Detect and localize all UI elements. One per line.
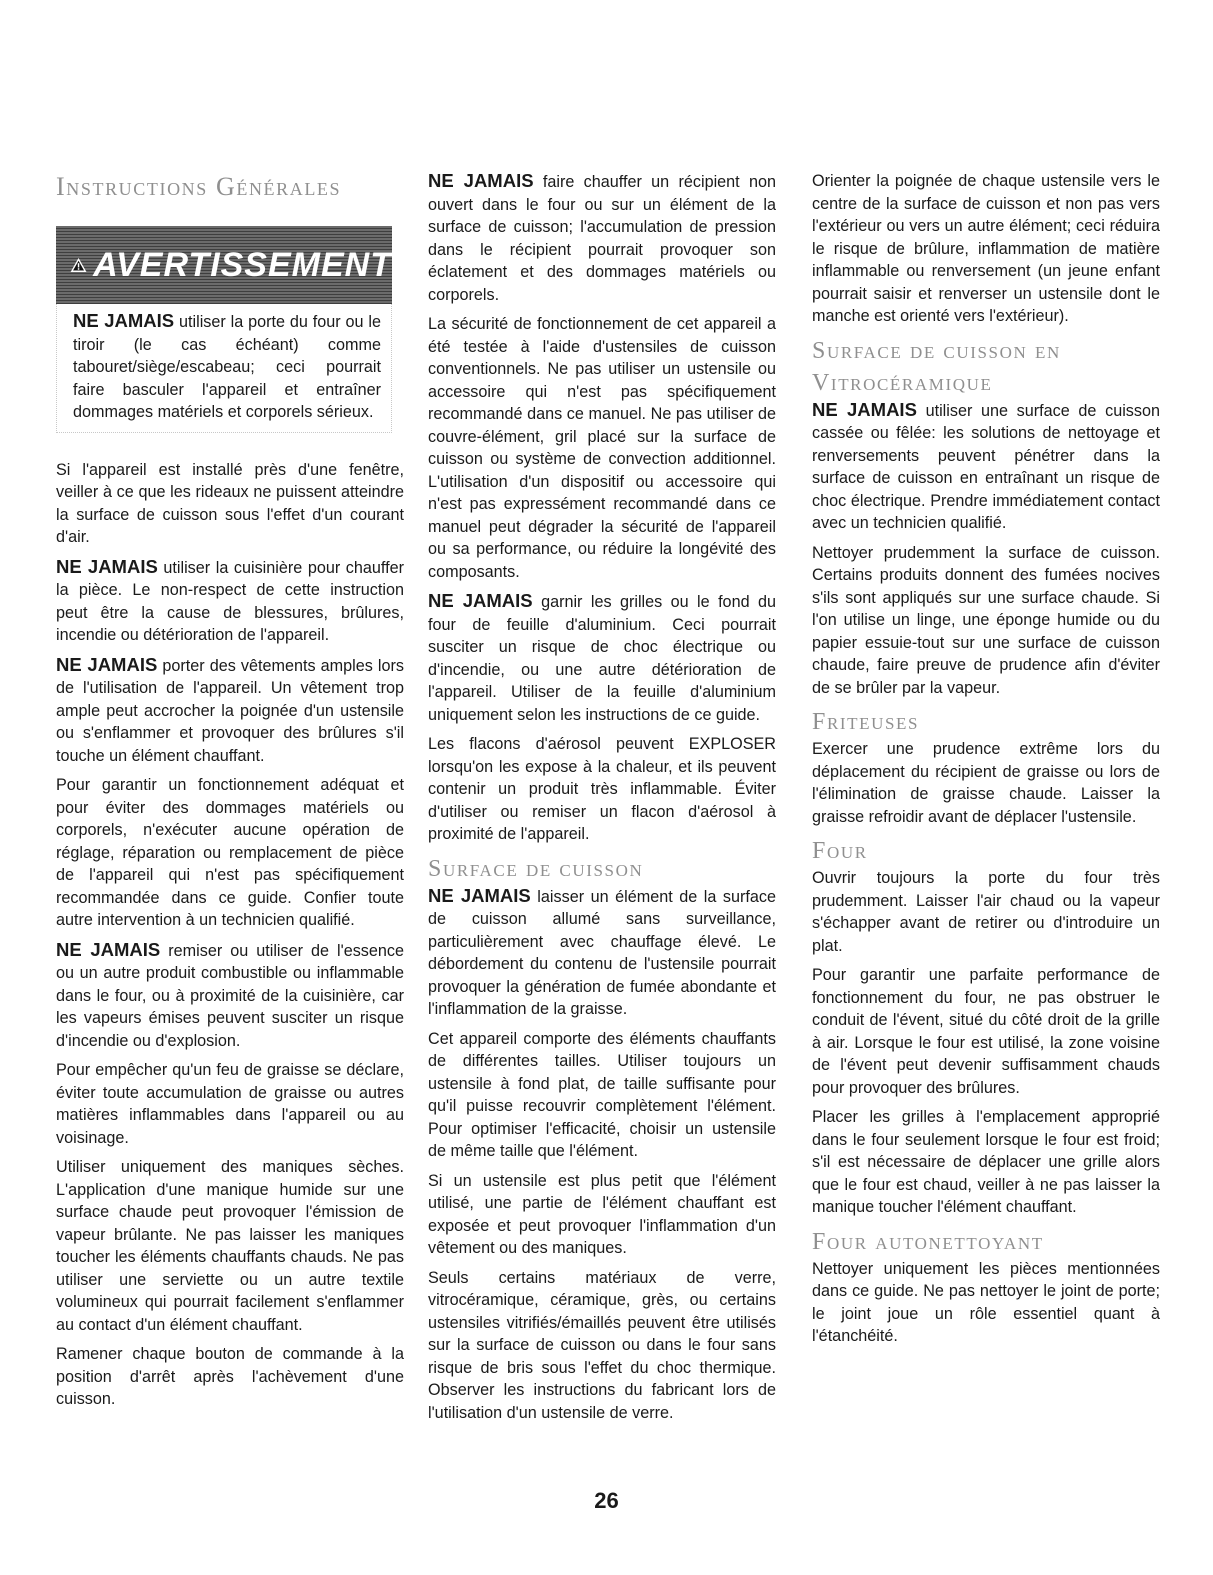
warning-title: AVERTISSEMENT bbox=[93, 245, 392, 284]
paragraph-text: Si un ustensile est plus petit que l'élément utilisé, une partie de l'élément chauffant est exposée et peut provoquer l'inflammation d'un vêtement ou des maniques. bbox=[428, 1171, 776, 1257]
paragraph bbox=[812, 1106, 1160, 1219]
warning-text bbox=[73, 310, 381, 424]
col2-paragraphs bbox=[428, 170, 776, 846]
col1-paragraphs bbox=[56, 459, 404, 1411]
warning-body: utiliser la porte du four ou le tiroir (le cas échéant) comme tabouret/siège/escabeau; ceci pourrait faire basculer l'appareil et entraîner dommages matériels et corporels sérieux. bbox=[73, 313, 381, 421]
paragraph bbox=[428, 1267, 776, 1425]
paragraph bbox=[428, 313, 776, 583]
paragraph bbox=[428, 733, 776, 846]
fryers-paragraphs bbox=[812, 738, 1160, 828]
paragraph bbox=[812, 170, 1160, 328]
column-1 bbox=[56, 170, 404, 1418]
heading-self-clean-oven: Four autonettoyant bbox=[812, 1228, 1044, 1255]
paragraph-text: garnir les grilles ou le fond du four de feuille d'aluminium. Ceci pourrait susciter un risque de choc électrique ou d'incendie, ou une autre détérioration de l'appareil. Utiliser de la feuille d'aluminium uniquement selon les instructions de ce guide. bbox=[428, 593, 776, 724]
paragraph-text: Placer les grilles à l'emplacement approprié dans le four seulement lorsque le four est froid; s'il est nécessaire de déplacer une grille alors que le four est chaud, veiller à ne pas laisser la manique toucher l'élément chauffant. bbox=[812, 1108, 1160, 1216]
paragraph bbox=[56, 1059, 404, 1149]
paragraph bbox=[56, 774, 404, 932]
paragraph-text: Orienter la poignée de chaque ustensile vers le centre de la surface de cuisson et non pas vers l'extérieur ou vers un autre élément; ceci réduira le risque de brûlure, inflammation de matière inflammable ou renversement (un jeune enfant pourrait saisir et renverser un ustensile dont le manche est orienté vers l'extérieur). bbox=[812, 172, 1160, 325]
warning-box bbox=[56, 304, 392, 433]
paragraph-text: Nettoyer prudemment la surface de cuisson. Certains produits donnent des fumées nocives s'ils sont appliqués sur une surface chaude. Si l'on utilise un linge, une éponge humide ou du papier essuie-tout sur une surface de cuisson chaude, faire preuve de prudence afin d'éviter de se brûler par la vapeur. bbox=[812, 543, 1160, 697]
heading-cooktop: Surface de cuisson bbox=[428, 855, 644, 882]
paragraph bbox=[812, 542, 1160, 700]
paragraph bbox=[428, 1170, 776, 1260]
warning-banner bbox=[56, 226, 392, 304]
paragraph-text: faire chauffer un récipient non ouvert dans le four ou sur un élément de la surface de cuisson; l'accumulation de pression dans le récipient pourrait provoquer son éclatement et des dommages matériels ou corporels. bbox=[428, 173, 776, 304]
paragraph-text: Les flacons d'aérosol peuvent EXPLOSER lorsqu'on les expose à la chaleur, et ils peuvent contenir un produit très inflammable. Éviter d'utiliser ou remiser un flacon d'aérosol à proximité de l'appareil. bbox=[428, 735, 776, 843]
paragraph bbox=[812, 867, 1160, 957]
warning-triangle-icon bbox=[70, 239, 87, 291]
col3-paragraphs bbox=[812, 170, 1160, 328]
paragraph-text: La sécurité de fonctionnement de cet appareil a été testée à l'aide d'ustensiles de cuisson conventionnels. Ne pas utiliser un ustensile ou accessoire qui n'est pas spécifiquement recommandé dans ce manuel. Ne pas utiliser de couvre-élément, gril placé sur la surface de cuisson ou système de convection additionnel. L'utilisation d'un dispositif ou accessoire qui n'est pas expressément recommandé dans ce manuel peut dégrader la sécurité de l'appareil ou sa performance, ou réduire la longévité des composants. bbox=[428, 315, 776, 581]
paragraph-text: porter des vêtements amples lors de l'utilisation de l'appareil. Un vêtement trop ample peut accrocher la poignée d'un ustensile ou s'enflammer et provoquer des brûlures s'il touche un élément chauffant. bbox=[56, 656, 404, 765]
paragraph-text: laisser un élément de la surface de cuisson allumé sans surveillance, particulièrement avec chauffage élevé. Le débordement du contenu de l'ustensile pourrait provoquer la génération de fumée abondante et l'inflammation de la graisse. bbox=[428, 887, 776, 1018]
column-3 bbox=[812, 170, 1160, 1355]
paragraph-text: Pour garantir une parfaite performance de fonctionnement du four, ne pas obstruer le conduit de l'évent, situé du côté droit de la grille à air. Lorsque le four est utilisé, la zone voisine de l'évent peut devenir suffisamment chauds pour provoquer des brûlures. bbox=[812, 966, 1160, 1097]
paragraph-text: Pour garantir un fonctionnement adéquat et pour éviter des dommages matériels ou corporels, n'exécuter aucune opération de réglage, réparation ou remplacement de pièce de l'appareil qui n'est pas spécifiquement recommandée dans ce guide. Confier toute autre intervention à un technicien qualifié. bbox=[56, 776, 404, 929]
page-number: 26 bbox=[594, 1488, 619, 1513]
cooktop-paragraphs bbox=[428, 885, 776, 1425]
heading-oven: Four bbox=[812, 838, 868, 864]
paragraph-text: Utiliser uniquement des maniques sèches. L'application d'une manique humide sur une surface chaude peut provoquer l'émission de vapeur brûlante. Ne pas laisser les maniques toucher les éléments chauffants chauds. Ne pas utiliser une serviette ou un autre textile volumineux qui pourrait facilement s'enflammer au contact d'un élément chauffant. bbox=[56, 1158, 404, 1334]
paragraph bbox=[56, 556, 404, 647]
paragraph-text: utiliser la cuisinière pour chauffer la pièce. Le non-respect de cette instruction peut être la cause de blessures, brûlures, incendie ou détérioration de l'appareil. bbox=[56, 558, 404, 644]
paragraph bbox=[428, 1028, 776, 1163]
paragraph-text: Seuls certains matériaux de verre, vitrocéramique, céramique, grès, ou certains ustensiles vitrifiés/émaillés peuvent être utilisés sur la surface de cuisson ou dans le four sans risque de bris sous l'effet du choc thermique. Observer les instructions du fabricant lors de l'utilisation d'un ustensile de verre. bbox=[428, 1268, 776, 1422]
paragraph bbox=[812, 738, 1160, 828]
never-lead: NE JAMAIS bbox=[428, 884, 531, 906]
paragraph bbox=[812, 1258, 1160, 1348]
ceramic-paragraphs bbox=[812, 399, 1160, 700]
column-2 bbox=[428, 170, 776, 1431]
paragraph bbox=[56, 654, 404, 768]
paragraph bbox=[56, 459, 404, 549]
paragraph bbox=[428, 170, 776, 306]
self-clean-paragraphs bbox=[812, 1258, 1160, 1348]
heading-fryers: Friteuses bbox=[812, 709, 920, 735]
never-lead: NE JAMAIS bbox=[56, 555, 158, 577]
never-lead: NE JAMAIS bbox=[56, 938, 161, 960]
paragraph bbox=[428, 590, 776, 726]
paragraph bbox=[56, 1156, 404, 1336]
paragraph bbox=[56, 939, 404, 1053]
paragraph bbox=[56, 1343, 404, 1411]
paragraph bbox=[812, 399, 1160, 535]
paragraph bbox=[812, 964, 1160, 1099]
paragraph-text: Ramener chaque bouton de commande à la position d'arrêt après l'achèvement d'une cuisson. bbox=[56, 1345, 404, 1408]
never-lead: NE JAMAIS bbox=[428, 170, 534, 191]
never-lead: NE JAMAIS bbox=[812, 398, 917, 420]
oven-paragraphs bbox=[812, 867, 1160, 1219]
never-lead: NE JAMAIS bbox=[428, 590, 533, 611]
heading-ceramic-cooktop: Surface de cuisson en Vitrocéramique bbox=[812, 337, 1061, 396]
paragraph-text: Ouvrir toujours la porte du four très prudemment. Laisser l'air chaud ou la vapeur s'échapper avant de retirer ou d'introduire un plat. bbox=[812, 869, 1160, 955]
paragraph-text: Nettoyer uniquement les pièces mentionnées dans ce guide. Ne pas nettoyer le joint de porte; le joint joue un rôle essentiel quant à l'étanchéité. bbox=[812, 1259, 1160, 1345]
never-lead: NE JAMAIS bbox=[56, 653, 158, 675]
paragraph-text: utiliser une surface de cuisson cassée ou fêlée: les solutions de nettoyage et renversements peuvent pénétrer dans la surface de cuisson en entraînant un risque de choc électrique. Prendre immédiatement contact avec un technicien qualifié. bbox=[812, 401, 1160, 532]
paragraph-text: Si l'appareil est installé près d'une fenêtre, veiller à ce que les rideaux ne puissent atteindre la surface de cuisson sous l'effet d'un courant d'air. bbox=[56, 460, 404, 546]
paragraph-text: remiser ou utiliser de l'essence ou un autre produit combustible ou inflammable dans le four, ou à proximité de la cuisinière, car les vapeurs émises peuvent susciter un risque d'incendie ou d'explosion. bbox=[56, 941, 404, 1050]
paragraph-text: Cet appareil comporte des éléments chauffants de différentes tailles. Utiliser toujours un ustensile à fond plat, de taille suffisante pour qu'il puisse recouvrir complètement l'élément. Pour optimiser l'efficacité, choisir un ustensile de même taille que l'élément. bbox=[428, 1029, 776, 1160]
never-lead: NE JAMAIS bbox=[73, 310, 175, 331]
paragraph-text: Exercer une prudence extrême lors du déplacement du récipient de graisse ou lors de l'élimination de graisse chaude. Laisser la graisse refroidir avant de déplacer l'ustensile. bbox=[812, 740, 1160, 826]
heading-general-instructions: Instructions Générales bbox=[56, 172, 342, 201]
paragraph bbox=[428, 885, 776, 1021]
paragraph-text: Pour empêcher qu'un feu de graisse se déclare, éviter toute accumulation de graisse ou autres matières inflammables dans l'appareil ou au voisinage. bbox=[56, 1061, 404, 1147]
